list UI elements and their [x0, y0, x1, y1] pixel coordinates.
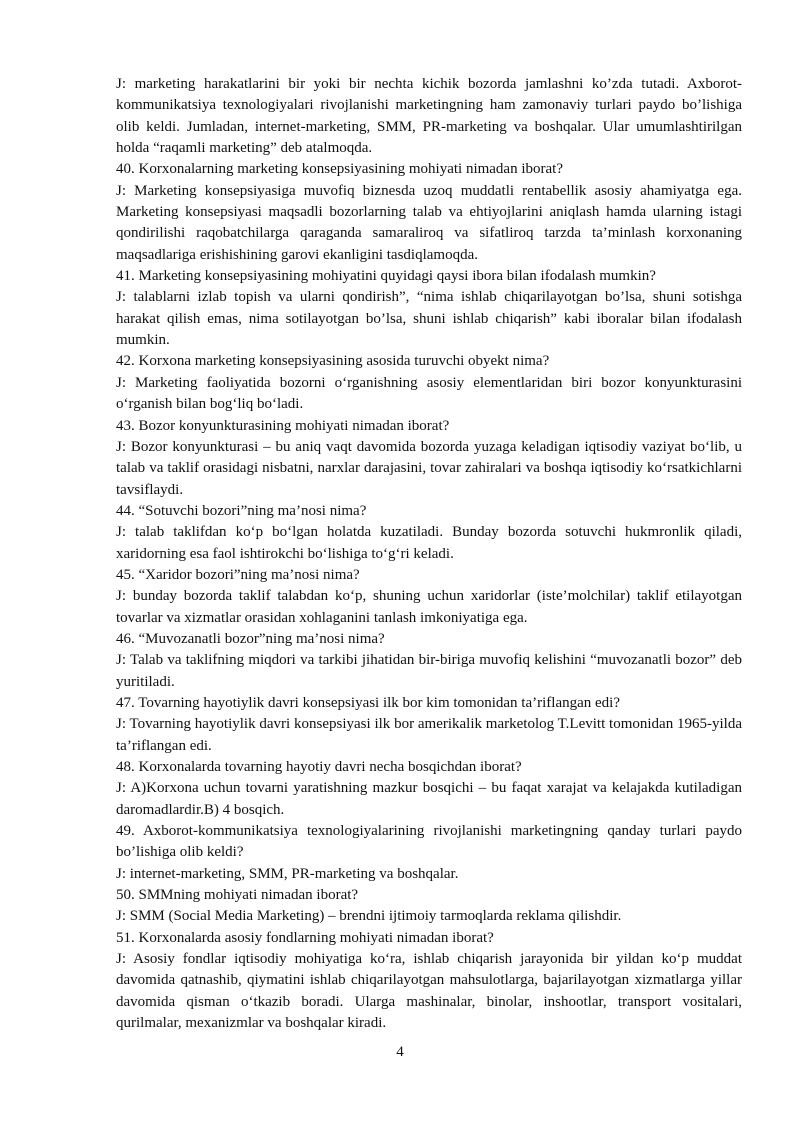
question-48: 48. Korxonalarda tovarning hayotiy davri necha bosqichdan iborat? — [116, 759, 522, 775]
question-45: 45. “Xaridor bozori”ning ma’nosi nima? — [116, 566, 360, 583]
answer-42: J: Marketing faoliyatida bozorni o‘rganishning asosiy elementlaridan biri bozor konyunkturasini o‘rganish bilan bog‘liq bo‘ladi. — [116, 374, 742, 413]
answer-40: J: Marketing konsepsiyasiga muvofiq biznesda uzoq muddatli rentabellik asosiy ahamiyatga ega. Marketing konsepsiyasi maqsadli bozorlarning talab va ehtiyojlarini aniqlash hamda ularning istagi qondirilishi raqobatchilarga qaraganda samaraliroq va sifatliroq tarzda ta’minlash korxonaning maqsadlariga erishishining garovi ekanligini tasdiqlamoqda. — [116, 182, 742, 263]
question-43: 43. Bozor konyunkturasining mohiyati nimadan iborat? — [116, 417, 450, 434]
question-46: 46. “Muvozanatli bozor”ning ma’nosi nima? — [116, 630, 385, 647]
answer-44: J: talab taklifdan ko‘p bo‘lgan holatda kuzatiladi. Bunday bozorda sotuvchi hukmronlik qiladi, xaridorning esa faol ishtirokchi bo‘lishiga to‘g‘ri keladi. — [116, 524, 742, 562]
answer-49: J: internet-marketing, SMM, PR-marketing va boshqalar. — [116, 865, 459, 882]
answer-41: J: talablarni izlab topish va ularni qondirish”, “nima ishlab chiqarilayotgan bo’lsa, shuni sotishga harakat qilish emas, nima sotilayotgan bo’lsa, shuni ishlab chiqarish” kabi iboralar bilan ifodalash mumkin. — [116, 289, 742, 349]
question-50: 50. SMMning mohiyati nimadan iborat? — [116, 887, 359, 904]
page-number: 4 — [396, 1044, 404, 1060]
paragraph-answer-39-continued: J: marketing harakatlarini bir yoki bir nechta kichik bozorda jamlashni ko’zda tutadi. Axborot-kommunikatsiya texnologiyalari rivojlanishi marketingning ham zamonaviy turlari paydo bo’lishiga olib keldi. Jumladan, internet-marketing, SMM, PR-marketing va boshqalar. Ular umumlashtirilgan holda “raqamli marketing” deb atalmoqda. — [116, 76, 742, 157]
answer-45: J: bunday bozorda taklif talabdan ko‘p, shuning uchun xaridorlar (iste’molchilar) taklif etilayotgan tovarlar va xizmatlar orasidan xohlaganini tanlash imkoniyatiga ega. — [116, 588, 742, 626]
answer-46: J: Talab va taklifning miqdori va tarkibi jihatidan bir-biriga muvofiq kelishini “muvozanatli bozor” deb yuritiladi. — [116, 652, 742, 690]
answer-43: J: Bozor konyunkturasi – bu aniq vaqt davomida bozorda yuzaga keladigan iqtisodiy vaziyat bo‘lib, u talab va taklif orasidagi nisbatni, narxlar darajasini, tovar zahiralari va boshqa iqtisodiy ko‘rsatkichlarni tavsiflaydi. — [116, 438, 742, 498]
question-44: 44. “Sotuvchi bozori”ning ma’nosi nima? — [116, 502, 367, 519]
question-49: 49. Axborot-kommunikatsiya texnologiyalarining rivojlanishi marketingning qanday turlari paydo bo’lishiga olib keldi? — [116, 823, 742, 861]
answer-48: J: A)Korxona uchun tovarni yaratishning mazkur bosqichi – bu faqat xarajat va kelajakda kutiladigan daromadlardir.B) 4 bosqich. — [116, 780, 742, 818]
answer-51: J: Asosiy fondlar iqtisodiy mohiyatiga ko‘ra, ishlab chiqarish jarayonida bir yildan ko‘p muddat davomida qatnashib, qiymatini ishlab chiqarilayotgan mahsulotlarga, bajarilayotgan xizmatlarga yillar davomida qisman o‘tkazib boradi. Ularga mashinalar, binolar, inshootlar, transport vositalari, qurilmalar, mexanizmlar va boshqalar kiradi. — [116, 951, 742, 1032]
question-47: 47. Tovarning hayotiylik davri konsepsiyasi ilk bor kim tomonidan ta’riflangan edi? — [116, 694, 620, 711]
question-42: 42. Korxona marketing konsepsiyasining asosida turuvchi obyekt nima? — [116, 353, 550, 370]
document-body — [116, 74, 742, 1034]
answer-50: J: SMM (Social Media Marketing) – brendni ijtimoiy tarmoqlarda reklama qilishdir. — [116, 908, 622, 925]
question-40: 40. Korxonalarning marketing konsepsiyasining mohiyati nimadan iborat? — [116, 161, 563, 178]
question-51: 51. Korxonalarda asosiy fondlarning mohiyati nimadan iborat? — [116, 929, 494, 946]
answer-47: J: Tovarning hayotiylik davri konsepsiyasi ilk bor amerikalik marketolog T.Levitt tomonidan 1965-yilda ta’riflangan edi. — [116, 716, 742, 754]
question-41: 41. Marketing konsepsiyasining mohiyatini quyidagi qaysi ibora bilan ifodalash mumkin? — [116, 268, 656, 285]
